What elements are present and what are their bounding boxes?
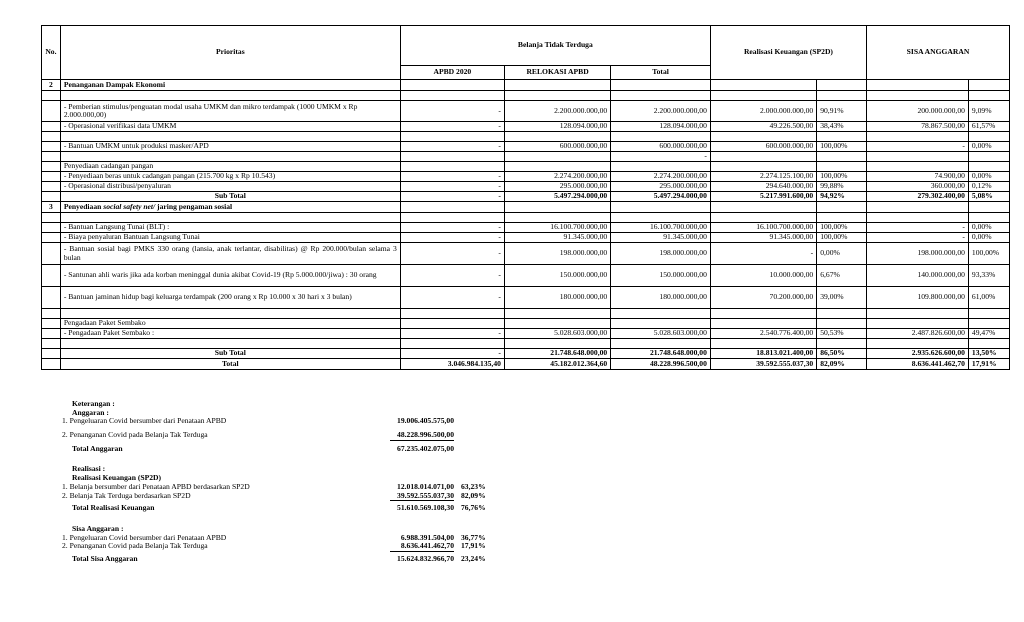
note-line: 1. Pengeluaran Covid bersumber dari Penataan APBD 19.006.405.575,00 [62, 416, 454, 426]
spacer-row [42, 213, 1010, 223]
col-header-no: No. [42, 26, 61, 80]
notes-section: Keterangan : Anggaran : 1. Pengeluaran Covid bersumber dari Penataan APBD 19.006.405.575,00 2. Penanganan Covid pada Belanja Tak Terduga 48.228.996.500,00 Total Anggaran 67.235.402.075,00 Realisasi : Realisasi Keuangan (SP2D) 1. Belanja bersumber dari Penataan APBD berdasarkan SP2D 12.018.014.071,00 63,23% 2. Belanja Tak Terduga berdasarkan SP2D 39.592.555.037,30 82,09% Total Realisasi Keuangan 51.610.569.108,30 76,76% Sisa Anggaran : 1. Pengeluaran Covid bersumber dari Penataan APBD 6.988.391.504,00 36,77% 2. Penanganan Covid pada Belanja Tak Terduga 8.636.441.462,70 17,91% Total Sisa Anggaran 15.624.832.966,70 23,24% [62, 400, 502, 564]
spacer-row [42, 309, 1010, 319]
col-header-apbd: APBD 2020 [400, 66, 504, 80]
table-row: - Santunan ahli waris jika ada korban meninggal dunia akibat Covid-19 (Rp 5.000.000/jiwa) : 30 orang - 150.000.000,00 150.000.000,00 10.000.000,00 6,67% 140.000.000,00 93,33% [42, 265, 1010, 287]
table-row: - Pemberian stimulus/penguatan modal usaha UMKM dan mikro terdampak (1000 UMKM x Rp 2.000.000,00) - 2.200.000.000,00 2.200.000.000,00 2.000.000.000,00 90,91% 200.000.000,00 9,09% [42, 101, 1010, 122]
col-header-relokasi: RELOKASI APBD [504, 66, 610, 80]
col-header-btt: Belanja Tidak Terduga [400, 26, 710, 66]
note-total: Total Realisasi Keuangan 51.610.569.108,30 76,76% [72, 503, 486, 513]
table-row: - Pengadaan Paket Sembako : - 5.028.603.000,00 5.028.603.000,00 2.540.776.400,00 50,53% 2.487.826.600,00 49,47% [42, 329, 1010, 339]
subtotal-row: Sub Total - 5.497.294.000,00 5.497.294.000,00 5.217.991.600,00 94,92% 279.302.400,00 5,08% [42, 192, 1010, 202]
note-line: 1. Pengeluaran Covid bersumber dari Penataan APBD 6.988.391.504,00 36,77% [62, 532, 486, 542]
budget-table [41, 25, 1010, 370]
spacer-row [42, 91, 1010, 101]
group-row: Pengadaan Paket Sembako [42, 319, 1010, 329]
table-row: - Penyediaan beras untuk cadangan pangan (215.700 kg x Rp 10.543) - 2.274.200.000,00 2.274.200.000,00 2.274.125.100,00 100,00% 74.900,00 0,00% [42, 172, 1010, 182]
note-total: Total Sisa Anggaran 15.624.832.966,70 23,24% [72, 553, 486, 563]
notes-heading: Keterangan : [72, 399, 115, 408]
spacer-row [42, 339, 1010, 349]
table-row: - Operasional distribusi/penyaluran - 295.000.000,00 295.000.000,00 294.640.000,00 99,88% 360.000,00 0,12% [42, 182, 1010, 192]
table-row: - Bantuan sosial bagi PMKS 330 orang (lansia, anak terlantar, disabilitas) @ Rp 200.000/bulan selama 3 bulan - 198.000.000,00 198.000.000,00 - 0,00% 198.000.000,00 100,00% [42, 243, 1010, 265]
section-title: Penanganan Dampak Ekonomi [60, 80, 400, 91]
col-header-sisa: SISA ANGGARAN [867, 26, 1010, 80]
note-line: 2. Penanganan Covid pada Belanja Tak Terduga 8.636.441.462,70 17,91% [62, 541, 486, 551]
table-row: - Biaya penyaluran Bantuan Langsung Tunai - 91.345.000,00 91.345.000,00 91.345.000,00 100,00% - 0,00% [42, 233, 1010, 243]
header-row-1 [42, 26, 1010, 66]
section-title: Penyediaan social safety net/ jaring pengaman sosial [60, 202, 400, 213]
group-row: Penyediaan cadangan pangan [42, 162, 1010, 172]
table-row: - Bantuan jaminan hidup bagi keluarga terdampak (200 orang x Rp 10.000 x 30 hari x 3 bulan) - 180.000.000,00 180.000.000,00 70.200.000,00 39,00% 109.800.000,00 61,00% [42, 287, 1010, 309]
table-row: - Bantuan UMKM untuk produksi masker/APD - 600.000.000,00 600.000.000,00 600.000.000,00 100,00% - 0,00% [42, 142, 1010, 152]
spacer-row [42, 132, 1010, 142]
table-row: - Operasional verifikasi data UMKM - 128.094.000,00 128.094.000,00 49.226.500,00 38,43% 78.867.500,00 61,57% [42, 122, 1010, 132]
note-line: 2. Penanganan Covid pada Belanja Tak Terduga 48.228.996.500,00 [62, 430, 454, 440]
note-line: 1. Belanja bersumber dari Penataan APBD berdasarkan SP2D 12.018.014.071,00 63,23% [62, 481, 486, 491]
grand-total-row: Total 3.046.984.135,40 45.182.012.364,60 48.228.996.500,00 39.592.555.037,30 82,09% 8.636.441.462,70 17,91% [42, 359, 1010, 370]
subtotal-row: Sub Total - 21.748.648.000,00 21.748.648.000,00 18.813.021.400,00 86,50% 2.935.626.600,00 13,50% [42, 349, 1010, 359]
spacer-row: - [42, 152, 1010, 162]
col-header-realisasi: Realisasi Keuangan (SP2D) [710, 26, 866, 80]
note-total: Total Anggaran 67.235.402.075,00 [72, 443, 454, 453]
col-header-prioritas: Prioritas [60, 26, 400, 80]
col-header-total: Total [611, 66, 711, 80]
table-row: - Bantuan Langsung Tunai (BLT) : - 16.100.700.000,00 16.100.700.000,00 16.100.700.000,00 100,00% - 0,00% [42, 223, 1010, 233]
section-row: 3 Penyediaan social safety net/ jaring pengaman sosial [42, 202, 1010, 213]
note-line: 2. Belanja Tak Terduga berdasarkan SP2D 39.592.555.037,30 82,09% [62, 490, 486, 500]
section-row: 2 Penanganan Dampak Ekonomi [42, 80, 1010, 91]
